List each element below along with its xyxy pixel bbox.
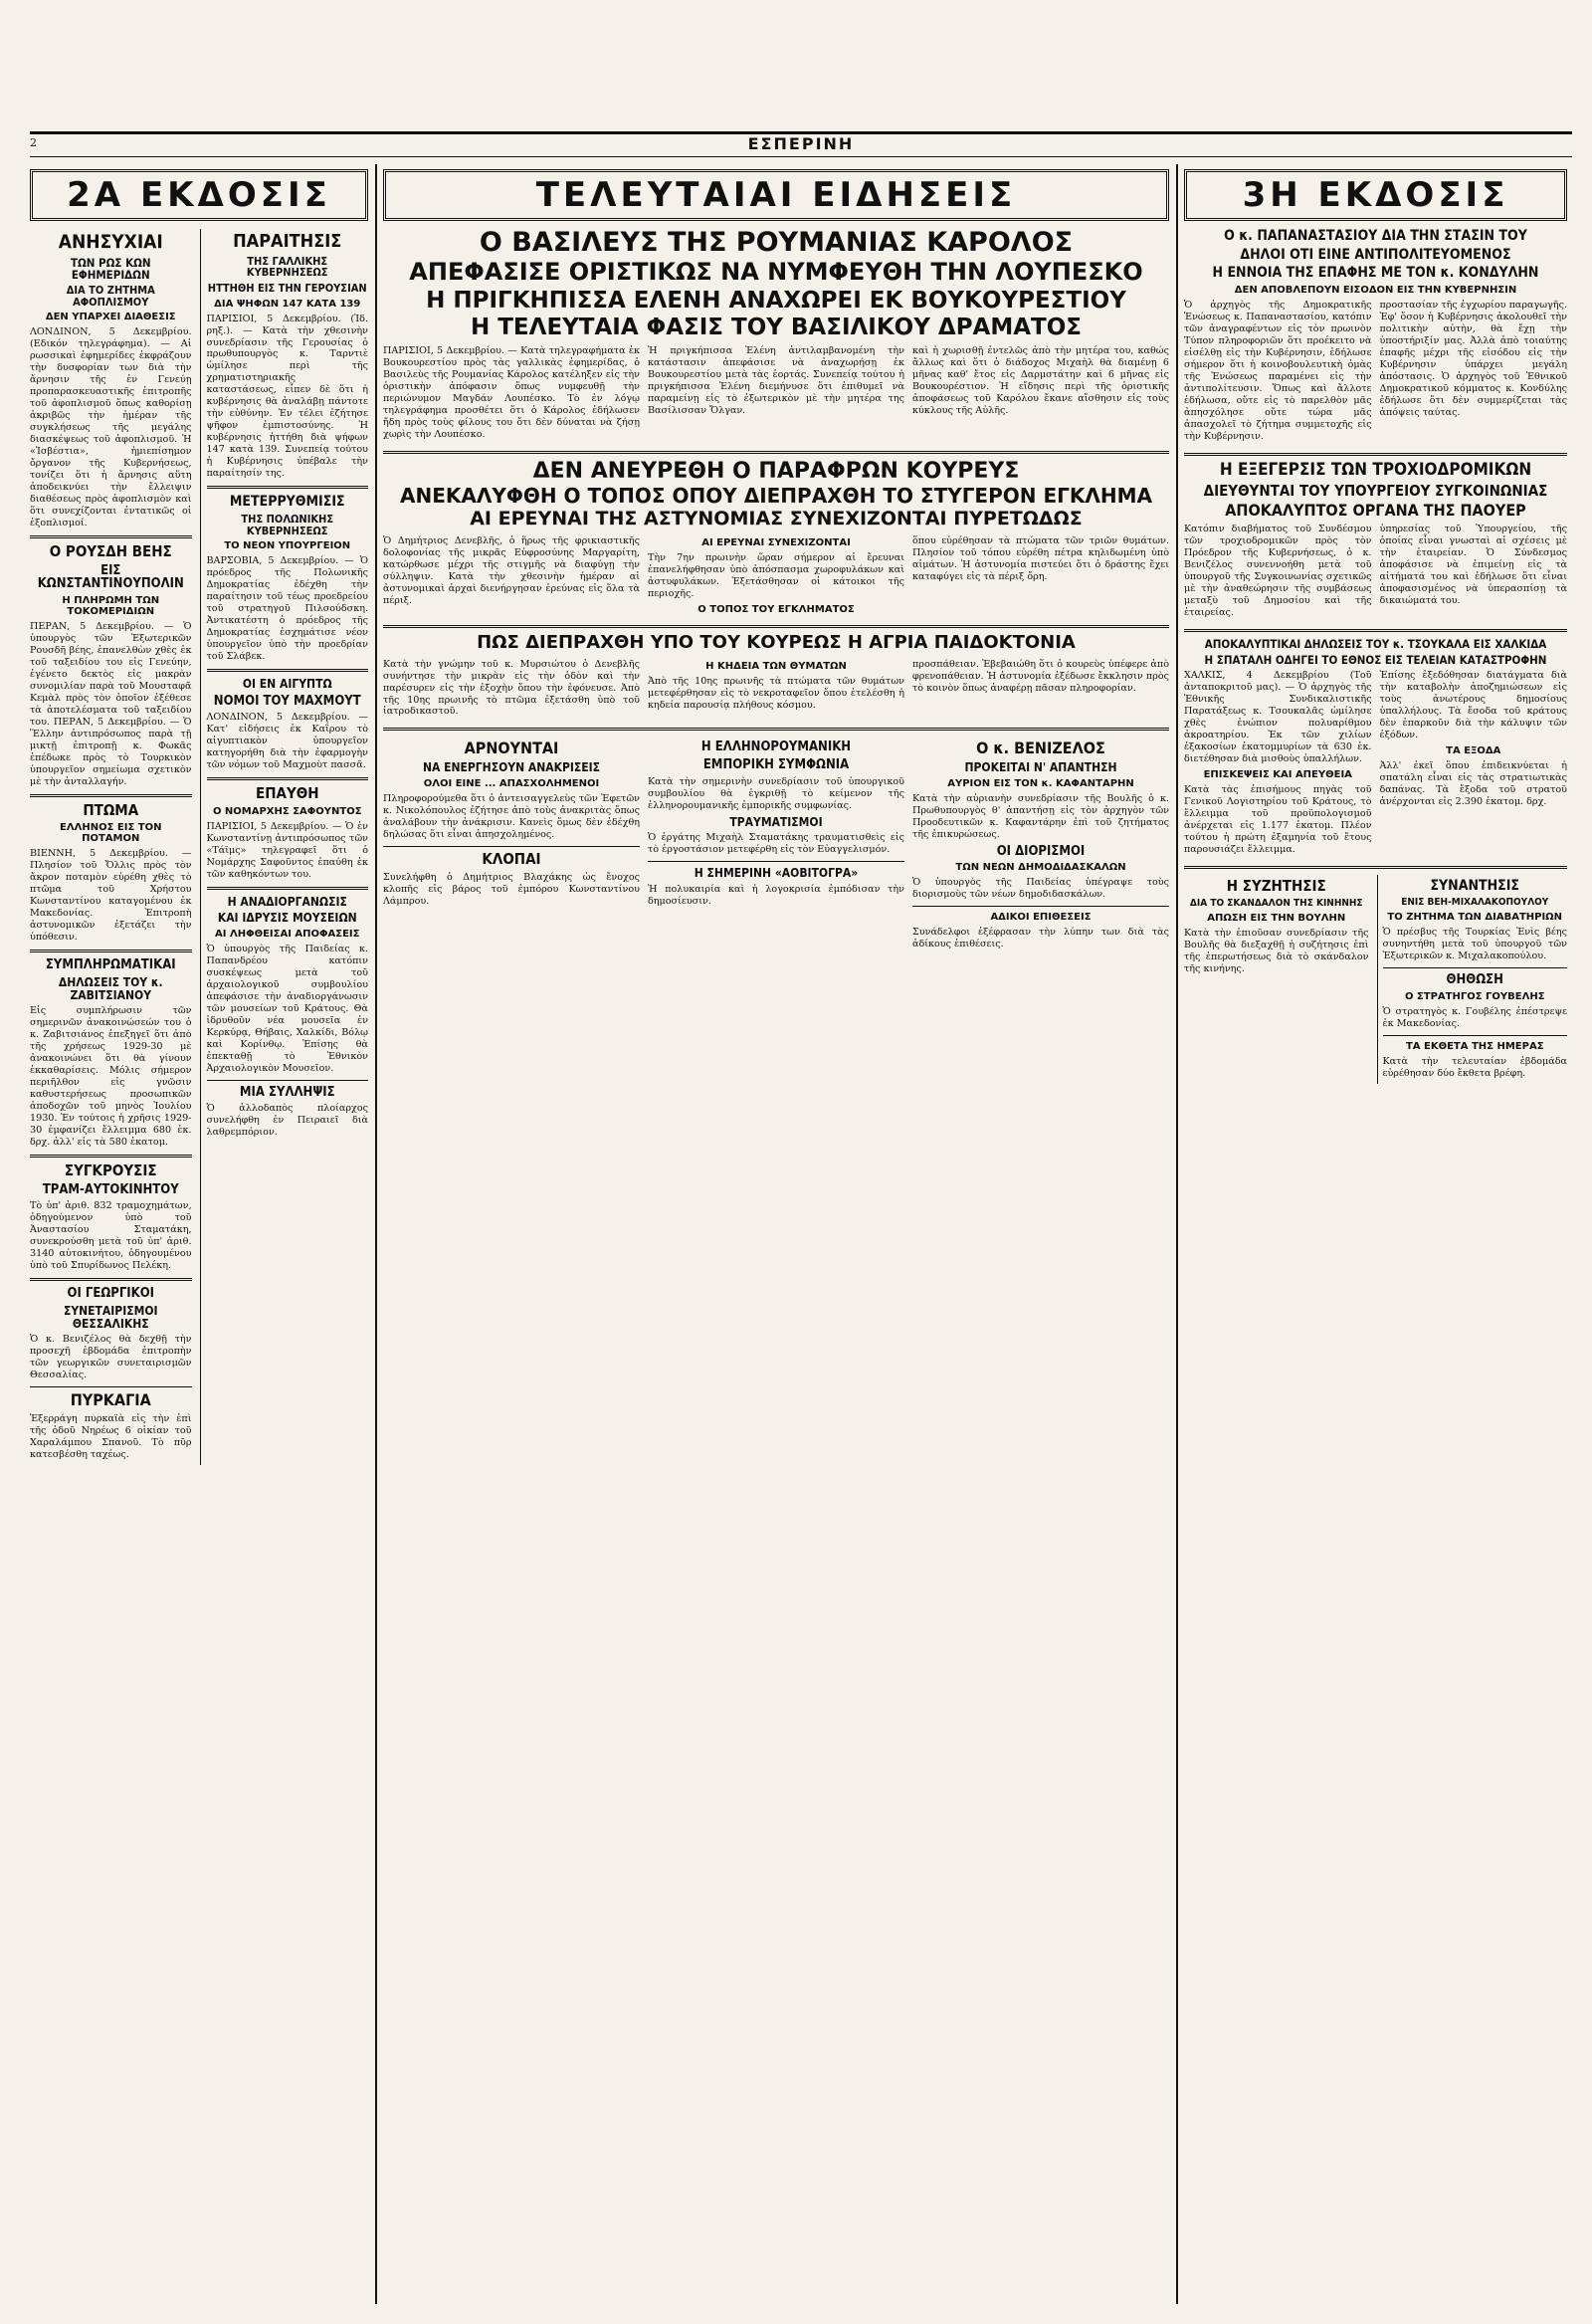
article-headline: ΟΙ ΓΕΩΡΓΙΚΟΙ	[67, 1286, 154, 1302]
article-body: ΧΑΛΚΙΣ, 4 Δεκεμβρίου (Τοῦ ἀνταποκριτοῦ μας). — Ὁ ἀρχηγὸς τῆς Ἐθνικῆς Συνδικαλιστικῆς Παρατάξεως κ. Τσουκαλᾶς ὡμίλησε χθὲς ἐνώπιον πολυαρίθμου ἀκροατηρίου. Ἐκ τῶν χιλίων ἑξακοσίων ἐκατομμυρίων τὰ 630 ἑκ. διετέθησαν διὰ μισθοὺς ὑπαλλήλων.	[1184, 670, 1372, 765]
article-headline: ΣΥΜΠΛΗΡΩΜΑΤΙΚΑΙ	[45, 957, 176, 973]
article-body: Ὁ ἐργάτης Μιχαὴλ Σταματάκης τραυματισθεὶς εἰς τὸ ἐργοστάσιον μετεφέρθη εἰς τὸν Εὐαγγελισμόν.	[648, 832, 904, 856]
article-subhead: ΕΠΙΣΚΕΨΕΙΣ ΚΑΙ ΑΠΕΥΘΕΙΑ	[1203, 769, 1352, 781]
divider	[383, 451, 1169, 454]
column-rule	[375, 164, 377, 2304]
article-headline: ΤΡΑΜ-ΑΥΤΟΚΙΝΗΤΟΥ	[42, 1181, 179, 1197]
article-subhead: ΕΛΛΗΝΟΣ ΕΙΣ ΤΟΝ ΠΟΤΑΜΟΝ	[60, 822, 162, 845]
divider	[1184, 629, 1567, 632]
barber-article-columns	[383, 659, 1169, 723]
article-subhead: ΑΔΙΚΟΙ ΕΠΙΘΕΣΕΙΣ	[990, 912, 1092, 924]
divider	[207, 1080, 369, 1081]
masthead	[30, 131, 1572, 157]
divider	[1184, 866, 1567, 869]
article-headline: ΑΠΟΚΑΛΥΠΤΟΣ ΟΡΓΑΝΑ ΤΗΣ ΠΑΟΥΕΡ	[1225, 501, 1526, 521]
article-headline: ΤΗΣ ΓΑΛΛΙΚΗΣ ΚΥΒΕΡΝΗΣΕΩΣ	[246, 254, 328, 280]
barber-headline: ΠΩΣ ΔΙΕΠΡΑΧΘΗ ΥΠΟ ΤΟΥ ΚΟΥΡΕΩΣ Η ΑΓΡΙΑ ΠΑΙΔΟΚΤΟΝΙΑ	[477, 631, 1076, 653]
article-headline: ΜΙΑ ΣΥΛΛΗΨΙΣ	[239, 1084, 335, 1100]
article-headline: ΔΙΑ ΤΟ ΣΚΑΝΔΑΛΟΝ ΤΗΣ ΚΙΝΗΝΗΣ	[1189, 897, 1363, 909]
article-columns	[1184, 875, 1567, 1084]
article-subhead: Ο ΤΟΠΟΣ ΤΟΥ ΕΓΚΛΗΜΑΤΟΣ	[697, 603, 855, 615]
last-news-banner: ΤΕΛΕΥΤΑΙΑΙ ΕΙΔΗΣΕΙΣ	[383, 169, 1169, 221]
column-rule	[1176, 164, 1178, 2304]
article-subhead: ΤΑ ΕΚΘΕΤΑ ΤΗΣ ΗΜΕΡΑΣ	[1405, 1040, 1544, 1052]
article-body: ὑπηρεσίας τοῦ Ὑπουργείου, τῆς ὁποίας εἶναι γνωσταὶ αἱ σχέσεις μὲ τὴν ἑταιρείαν. Ὁ Σύνδεσμος ἀποφάσισε νὰ ἐπιμείνῃ εἰς τὰ αἰτήματά του καὶ ἐδήλωσε ὅτι εἶναι ἀποφασισμένος νὰ ὑπερασπίσῃ τὰ δικαιώματά του.	[1379, 524, 1567, 607]
divider	[207, 887, 369, 890]
divider	[383, 625, 1169, 628]
article-body: Κατὰ τὰς ἐπισήμους πηγὰς τοῦ Γενικοῦ Λογιστηρίου τοῦ Κράτους, τὸ ἔλλειμμα τοῦ προϋπολογισμοῦ ἀνέρχεται εἰς 1.177 ἑκατομ. Πλέον τούτου ἡ πρώτη ἐξαμηνία τοῦ ἔτους παρουσιάζει ἔλλειμμα.	[1184, 784, 1372, 856]
article-body: Ἀπὸ τῆς 10ης πρωινῆς τὰ πτώματα τῶν θυμάτων μετεφέρθησαν εἰς τὸ νεκροταφεῖον ὅπου ἐτελέσθη ἡ κηδεία παρουσίᾳ πλήθους κόσμου.	[648, 675, 904, 711]
divider	[1184, 453, 1567, 456]
divider	[1383, 1035, 1568, 1036]
article-body: ΠΑΡΙΣΙΟΙ, 5 Δεκεμβρίου. — Ὁ ἐν Κωνσταντίνῃ ἀντιπρόσωπος τῶν «Τάϊμς» τηλεγραφεῖ ὅτι ὁ Νομάρχης Σαφοῦντος ἐπαύθη ἐκ τῶν καθηκόντων του.	[206, 820, 368, 880]
article-subhead: ΑΙ ΕΡΕΥΝΑΙ ΣΥΝΕΧΙΖΟΝΤΑΙ	[701, 536, 851, 548]
article-headline: ΕΝΙΣ ΒΕΗ-ΜΙΧΑΛΑΚΟΠΟΥΛΟΥ	[1401, 896, 1549, 908]
main-headline: Η ΤΕΛΕΥΤΑΙΑ ΦΑΣΙΣ ΤΟΥ ΒΑΣΙΛΙΚΟΥ ΔΡΑΜΑΤΟΣ	[470, 314, 1082, 340]
article-headline: Η ΑΝΑΔΙΟΡΓΑΝΩΣΙΣ	[227, 894, 347, 909]
article-subhead: Η ΚΗΔΕΙΑ ΤΩΝ ΘΥΜΑΤΩΝ	[705, 660, 847, 672]
divider	[207, 486, 369, 489]
crime-article-columns	[383, 535, 1169, 619]
article-headline: ΠΡΟΚΕΙΤΑΙ Ν' ΑΠΑΝΤΗΣΗ	[964, 760, 1117, 775]
center-section	[383, 169, 1169, 2304]
article-headline: Ο κ. ΠΑΠΑΝΑΣΤΑΣΙΟΥ ΔΙΑ ΤΗΝ ΣΤΑΣΙΝ ΤΟΥ	[1224, 228, 1527, 244]
article-columns	[1184, 524, 1567, 623]
article-headline: ΕΠΑΥΘΗ	[256, 784, 319, 803]
article-headline: Ο ΡΟΥΣΔΗ ΒΕΗΣ	[49, 541, 172, 560]
divider	[30, 535, 192, 538]
article-subhead: ΑΠΩΣΗ ΕΙΣ ΤΗΝ ΒΟΥΛΗΝ	[1207, 913, 1346, 925]
article-body: ΛΟΝΔΙΝΟΝ, 5 Δεκεμβρίου. — Κατ' εἰδήσεις ἐκ Καΐρου τὸ αἰγυπτιακὸν ὑπουργεῖον κατηγορήθη διὰ τὴν ἐφαρμογὴν τῶν νόμων τοῦ Μαχμοὺτ πασσᾶ.	[206, 712, 368, 771]
article-headline: ΑΡΝΟΥΝΤΑΙ	[464, 739, 559, 758]
left-column-1	[30, 229, 192, 1465]
article-headline: ΠΑΡΑΙΤΗΣΙΣ	[233, 231, 342, 252]
main-headline: Ο ΒΑΣΙΛΕΥΣ ΤΗΣ ΡΟΥΜΑΝΙΑΣ ΚΑΡΟΛΟΣ	[479, 227, 1074, 258]
article-headline: ΚΛΟΠΑΙ	[482, 849, 541, 868]
article-subhead: ΤΟ ΖΗΤΗΜΑ ΤΩΝ ΔΙΑΒΑΤΗΡΙΩΝ	[1387, 912, 1563, 924]
article-body: προσπάθειαν. Ἐβεβαιώθη ὅτι ὁ κουρεὺς ὑπέφερε ἀπὸ φρενοπάθειαν. Ἡ ἀστυνομία ἐξέδωσε ἔκκλησιν πρὸς τὸ κοινὸν ὅπως ἀναφέρῃ πᾶσαν πληροφορίαν.	[912, 658, 1169, 694]
article-headline: ΟΙ ΔΙΟΡΙΣΜΟΙ	[996, 843, 1086, 859]
article-body: Τὸ ὑπ' ἀριθ. 832 τραμοχημάτων, ὁδηγούμενον ὑπὸ τοῦ Ἀναστασίου Σταματάκη, συνεκρούσθη μετὰ τοῦ ὑπ' ἀριθ. 3140 αὐτοκινήτου, ὁδηγουμένου ὑπὸ τοῦ Σπυρίδωνος Πελέκη.	[30, 1200, 192, 1272]
divider	[30, 950, 192, 952]
crime-headline: ΑΝΕΚΑΛΥΦΘΗ Ο ΤΟΠΟΣ ΟΠΟΥ ΔΙΕΠΡΑΧΘΗ ΤΟ ΣΤΥΓΕΡΟΝ ΕΓΚΛΗΜΑ	[400, 483, 1152, 508]
page-number: 2	[30, 136, 37, 149]
article-subhead: ΔΙΑ ΨΗΦΩΝ 147 ΚΑΤΑ 139	[214, 298, 361, 310]
article-body: ΒΑΡΣΟΒΙΑ, 5 Δεκεμβρίου. — Ὁ πρόεδρος τῆς Πολωνικῆς Δημοκρατίας ἐδέχθη τὴν παραίτησιν τοῦ τέως προεδρείου τοῦ στρατηγοῦ Πιλσούδσκη. Ἀντικατέστη ὁ πρόεδρος τῆς Δημοκρατίας ἐσχημάτισε νέον ὑπουργεῖον ὑπὸ τὴν προεδρίαν τοῦ Σλάβεκ.	[206, 555, 368, 662]
main-headline: ΑΠΕΦΑΣΙΣΕ ΟΡΙΣΤΙΚΩΣ ΝΑ ΝΥΜΦΕΥΘΗ ΤΗΝ ΛΟΥΠΕΣΚΟ	[409, 258, 1143, 287]
article-headline: Η ΣΥΖΗΤΗΣΙΣ	[1226, 877, 1326, 896]
article-body: Ἡ πολυκαιρία καὶ ἡ λογοκρισία ἐμπόδισαν τὴν δημοσίευσιν.	[648, 883, 904, 907]
article-body: Ἡ πριγκήπισσα Ἑλένη ἀντιλαμβανομένη τὴν κατάστασιν ἀπεφάσισε νὰ ἀναχωρήσῃ ἐκ Βουκουρεστίου μετὰ τὰς ἑορτάς. Συνεπείᾳ τούτου ἡ πριγκήπισσα Ἑλένη διεμήνυσε ὅτι ἐπιθυμεῖ νὰ παραμείνῃ εἰς τὸ ἐξωτερικὸν μὲ τὴν μητέρα της Βασίλισσαν Ὄλγαν.	[648, 344, 904, 416]
article-headline: ΚΑΙ ΙΔΡΥΣΙΣ ΜΟΥΣΕΙΩΝ	[217, 911, 357, 926]
article-body: Κατὰ τὴν ἐπιοῦσαν συνεδρίασιν τῆς Βουλῆς θὰ διεξαχθῇ ἡ συζήτησις ἐπὶ τῆς ἐπερωτήσεως διὰ τὸ σκάνδαλον τῆς κινήνης.	[1184, 928, 1369, 975]
article-body: προστασίαν τῆς ἐγχωρίου παραγωγῆς. Ἐφ' ὅσον ἡ Κυβέρνησις ἀκολουθεῖ τὴν πολιτικὴν αὐτὴν, θὰ ἔχῃ τὴν ὑποστήριξίν μας. Ἀλλὰ ἀπὸ τοιαύτης ἐπαφῆς μέχρι τῆς εἰσόδου εἰς τὴν Κυβέρνησιν ὑπάρχει μεγάλη ἀπόστασις. Ὁ ἀρχηγὸς τοῦ Ἐθνικοῦ Δημοκρατικοῦ κόμματος κ. Κονδύλης ἐδήλωσε ὅτι δὲν συμμερίζεται τὰς ἀπόψεις ταύτας.	[1379, 300, 1567, 418]
article-headline: ΕΜΠΟΡΙΚΗ ΣΥΜΦΩΝΙΑ	[702, 757, 850, 773]
article-subhead: ΔΕΝ ΥΠΑΡΧΕΙ ΔΙΑΘΕΣΙΣ	[45, 312, 176, 323]
divider	[648, 861, 904, 862]
edition-banner-3: 3Η ΕΚΔΟΣΙΣ	[1184, 169, 1567, 221]
divider	[30, 1278, 192, 1281]
article-subhead: ΤΑ ΕΞΟΔΑ	[1446, 745, 1501, 757]
article-body: Κατὰ τὴν τελευταίαν ἑβδομάδα εὑρέθησαν δύο ἔκθετα βρέφη.	[1382, 1055, 1567, 1079]
article-body: ΠΑΡΙΣΙΟΙ, 5 Δεκεμβρίου. — Κατὰ τηλεγραφήματα ἐκ Βουκουρεστίου πρὸς τὰς γαλλικὰς ἐφημερίδας, ὁ Βασιλεὺς τῆς Ρουμανίας Κάρολος κατέληξεν εἰς τὴν ὁριστικὴν ἀπόφασιν ὅπως νυμφευθῇ τὴν περιώνυμον Μαγδάν Λουπέσκο. Τὸ ἐν λόγῳ τηλεγράφημα προσθέτει ὅτι ὁ Κάρολος ἐδήλωσεν ἤδη πρὸς τοὺς φίλους του ὅτι δὲν δύναται νὰ ζήσῃ χωρὶς τὴν Λουπέσκο.	[383, 344, 640, 440]
divider	[912, 906, 1169, 907]
article-headline: Η ΣΗΜΕΡΙΝΗ «ΑΟΒΙΤΟΓΡΑ»	[694, 866, 859, 881]
article-subhead: ΤΟ ΝΕΟΝ ΥΠΟΥΡΓΕΙΟΝ	[224, 540, 351, 552]
left-section	[30, 169, 368, 2304]
article-body: καὶ ἡ χωρισθῇ ἐντελῶς ἀπὸ τὴν μητέρα του, καθώς ἄλλως καὶ ὅτι ὁ διάδοχος Μιχαὴλ θὰ διαμένῃ 6 μῆνας καθ' ἔτος εἰς Δαρμστάτην καὶ 6 μῆνας εἰς Βουκουρέστιον. Ἡ εἴδησις περὶ τῆς ὁριστικῆς ἀποφάσεως τοῦ Καρόλου ἔκανε αἴσθησιν εἰς τοὺς κύκλους τῆς Αὐλῆς.	[912, 344, 1169, 416]
article-subhead: ΑΙ ΛΗΦΘΕΙΣΑΙ ΑΠΟΦΑΣΕΙΣ	[215, 928, 360, 940]
article-body: Κατὰ τὴν αὐριανὴν συνεδρίασιν τῆς Βουλῆς ὁ κ. Πρωθυπουργὸς θ' ἀπαντήσῃ εἰς τὸν ἀρχηγὸν τῶν Προοδευτικῶν κ. Καφαντάρην ἐπὶ τοῦ ζητήματος τῆς ἐπικυρώσεως.	[912, 792, 1169, 840]
edition-banner-2: 2Α ΕΚΔΟΣΙΣ	[30, 169, 368, 221]
article-body: ΛΟΝΔΙΝΟΝ, 5 Δεκεμβρίου. (Εδικόν τηλεγράφημα). — Αἱ ρωσσικαὶ ἐφημερίδες ἐκφράζουν τὴν δυσφορίαν των διὰ τὴν ἄρνησιν τῆς ἐν Γενεύῃ προπαρασκευαστικῆς ἐπιτροπῆς τοῦ ἀφοπλισμοῦ ὅπως καθορίσῃ ἀκριβῶς τὴν ἡμέραν τῆς συγκλήσεως τῆς μεγάλης διασκέψεως τοῦ ἀφοπλισμοῦ. Ἡ «Ἰσβέστια», ἡμιεπίσημον ὄργανον τῆς Κυβερνήσεως, τονίζει ὅτι ἡ ἄρνησις αὕτη ἀποδεικνύει τὴν ἔλλειψιν διαθέσεως πρὸς ἀφοπλισμὸν καὶ ὅτι συνεχίζονται ἐντατικῶς οἱ ἐξοπλισμοί.	[30, 326, 192, 528]
article-body: Ὁ κ. Βενιζέλος θὰ δεχθῇ τὴν προσεχῆ ἐβδομάδα ἐπιτροπὴν τῶν γεωργικῶν συνεταιρισμῶν Θεσσαλίας.	[30, 1334, 192, 1381]
article-columns	[1184, 300, 1567, 447]
article-headline: ΝΑ ΕΝΕΡΓΗΣΟΥΝ ΑΝΑΚΡΙΣΕΙΣ	[422, 760, 601, 775]
article-headline: ΑΝΗΣΥΧΙΑΙ	[58, 231, 163, 253]
article-headline: ΠΥΡΚΑΓΙΑ	[70, 1390, 151, 1410]
left-column-2	[200, 229, 369, 1465]
article-body: Εἰς συμπλήρωσιν τῶν σημερινῶν ἀνακοινώσεών του ὁ κ. Ζαβιτσιάνος ἐπεξηγεῖ ὅτι ἀπὸ τῆς χρήσεως 1929-30 μὲ ἀνακοινώνει ὅτι θὰ γίνουν ἐκκαθαρίσεις. Μόλις σήμερον περιῆλθον εἰς γνῶσιν καθυστερήσεως προσωπικῶν ἀποδοχῶν τοῦ μηνὸς Ἰουλίου 1930. Ἐν τούτοις ἡ χρῆσις 1929-30 ἐμφανίζει ἔλλειμμα 680 ἑκ. δρχ. ἀλλ' εἰς τὰ 580 ἐκατομ.	[30, 1005, 192, 1148]
article-body: Ὁ ὑπουργὸς τῆς Παιδείας κ. Παπανδρέου κατόπιν συσκέψεως μετὰ τοῦ ἀρχαιολογικοῦ συμβουλίου ἀπεφάσισε τὴν ἀναδιοργάνωσιν τῶν μουσείων τοῦ Κράτους. Θὰ ἱδρυθοῦν νέα μουσεῖα ἐν Κερκύρᾳ, Θήβαις, Χαλκίδι, Βόλῳ καὶ Κορίνθῳ. Ἐπίσης θὰ ἐπεκταθῇ τὸ Ἐθνικὸν Ἀρχαιολογικὸν Μουσεῖον.	[206, 943, 368, 1074]
divider	[30, 794, 192, 797]
article-body: Ὁ στρατηγὸς κ. Γουβέλης ἐπέστρεψε ἐκ Μακεδονίας.	[1382, 1005, 1567, 1029]
article-subhead: ΤΩΝ ΝΕΩΝ ΔΗΜΟΔΙΔΑΣΚΑΛΩΝ	[955, 862, 1126, 874]
article-body: Ἐξερράγη πυρκαϊὰ εἰς τὴν ἐπὶ τῆς ὁδοῦ Νηρέως 6 οἰκίαν τοῦ Χαραλάμπου Σπανοῦ. Τὸ πῦρ κατεσβέσθη ταχέως.	[30, 1412, 192, 1460]
article-subhead: Η ΠΛΗΡΩΜΗ ΤΩΝ ΤΟΚΟΜΕΡΙΔΙΩΝ	[62, 594, 160, 617]
article-body: Ὁ ὑπουργὸς τῆς Παιδείας ὑπέγραψε τοὺς διορισμοὺς τῶν νέων δημοδιδασκάλων.	[912, 877, 1169, 901]
article-headline: ΟΙ ΕΝ ΑΙΓΥΠΤΩ	[242, 676, 332, 691]
article-body: Κατόπιν διαβήματος τοῦ Συνδέσμου τῶν τροχιοδρομικῶν πρὸς τὸν Πρόεδρον τῆς Κυβερνήσεως, ὁ κ. Βενιζέλος συνεννοήθη μετὰ τοῦ ὑπουργοῦ τῆς Συγκοινωνίας σχετικῶς μὲ τὴν ἀναθεώρησιν τῆς συμβάσεως μεταξὺ τοῦ Δημοσίου καὶ τῆς ἑταιρείας.	[1184, 524, 1372, 619]
article-body: ΠΑΡΙΣΙΟΙ, 5 Δεκεμβρίου. (Ἰδ. ρηξ.). — Κατὰ τὴν χθεσινὴν συνεδρίασιν τῆς Γερουσίας ὁ πρωθυπουργὸς κ. Ταρντιὲ ὡμίλησε περὶ τῆς χρηματιστηριακῆς καταστάσεως, εἶπεν δὲ ὅτι ἡ κυβέρνησις θὰ ἀναλάβῃ πάντοτε τὴν εὐθύνην. Ἐν τέλει ἐζήτησε ψῆφον ἐμπιστοσύνης. Ἡ κυβέρνησις ἡττήθη διὰ ψήφων 147 κατὰ 139. Συνεπείᾳ τούτου ἡ Κυβέρνησις ὑπέβαλε τὴν παραίτησίν της.	[206, 313, 368, 480]
article-headline: ΘΗΘΩΣΗ	[1446, 972, 1503, 988]
article-subhead: ΑΥΡΙΟΝ ΕΙΣ ΤΟΝ κ. ΚΑΦΑΝΤΑΡΗΝ	[947, 777, 1134, 789]
article-body: ὅπου εὑρέθησαν τὰ πτώματα τῶν τριῶν θυμάτων. Πλησίον τοῦ τόπου εὑρέθη πέτρα κηλιδωμένη ὑπὸ αἱμάτων. Ἡ ἀστυνομία πιστεύει ὅτι ὁ δράστης ἔχει καταφύγει εἰς τὰ πέριξ ὄρη.	[912, 534, 1169, 582]
divider	[1383, 967, 1568, 968]
article-headline: ΔΗΛΩΣΕΙΣ ΤΟΥ κ. ΖΑΒΙΤΣΙΑΝΟΥ	[58, 974, 163, 1002]
article-headline: ΤΡΑΥΜΑΤΙΣΜΟΙ	[729, 814, 823, 829]
main-article-columns	[383, 345, 1169, 445]
article-body: Ἐπίσης ἐξεδόθησαν διατάγματα διὰ τὴν καταβολὴν ἀποζημιώσεων εἰς τοὺς ἀνωτέρους δημοσίους ὑπαλλήλους. Τὰ ἔσοδα τοῦ κράτους δὲν ἐπαρκοῦν διὰ τὴν κάλυψιν τῶν ἐξόδων.	[1379, 670, 1567, 741]
article-headline: ΣΥΓΚΡΟΥΣΙΣ	[64, 1161, 157, 1179]
newspaper-title: ΕΣΠΕΡΙΝΗ	[738, 134, 865, 153]
article-body: Πληροφορούμεθα ὅτι ὁ ἀντεισαγγελεὺς τῶν Ἐφετῶν κ. Νικολόπουλος ἐζήτησε ἀπὸ τοὺς ἀνακριτὰς ὅπως ἀναλάβουν τὴν ἀνάκρισιν. Κανεὶς ὅμως δὲν ἐδέχθη δηλώσας ὅτι εἶναι ἀπησχολημένος.	[383, 792, 640, 840]
article-subhead: Ο ΝΟΜΑΡΧΗΣ ΣΑΦΟΥΝΤΟΣ	[212, 805, 362, 817]
article-body: Ὁ ἀρχηγὸς τῆς Δημοκρατικῆς Ἑνώσεως κ. Παπαναστασίου, κατόπιν τῶν ἀναγραφέντων εἰς τὸν πρωινὸν Τύπον πληροφοριῶν ὅτι προέκειτο νὰ εἰσέλθῃ εἰς τὴν Κυβέρνησιν, ἐδήλωσε σήμερον ὅτι ἡ κοινοβουλευτικὴ ὁμὰς τῆς Ἑνώσεως παραμένει εἰς τὴν ἀντιπολίτευσιν. Ὅπως καὶ ἄλλοτε ἐδήλωσα, οὔτε εἰς τὸ παρελθὸν μᾶς ἀπησχόλησε οὔτε τώρα μᾶς ἀπασχολεῖ τὸ ζήτημα συμμετοχῆς εἰς τὴν Κυβέρνησιν.	[1184, 300, 1372, 442]
article-headline: ΣΥΝΕΤΑΙΡΙΣΜΟΙ ΘΕΣΣΑΛΙΚΗΣ	[63, 1303, 158, 1331]
article-headline: ΣΥΝΑΝΤΗΣΙΣ	[1430, 878, 1520, 895]
divider	[207, 669, 369, 672]
article-headline: ΔΗΛΟΙ ΟΤΙ ΕΙΝΕ ΑΝΤΙΠΟΛΙΤΕΥΟΜΕΝΟΣ	[1240, 246, 1511, 263]
article-headline: ΗΤΤΗΘΗ ΕΙΣ ΤΗΝ ΓΕΡΟΥΣΙΑΝ	[207, 281, 367, 295]
article-subhead: Ο ΣΤΡΑΤΗΓΟΣ ΓΟΥΒΕΛΗΣ	[1404, 990, 1545, 1002]
article-body: Κατὰ τὴν γνώμην τοῦ κ. Μυρσιώτου ὁ Δενεβλῆς συνήντησε τὴν μικρὰν εἰς τὴν ὁδὸν καὶ τὴν παρέσυρεν εἰς τὴν ἐξοχὴν ὅπου τὴν ἐφόνευσε. Ἀπὸ τῆς 10ης πρωινῆς τὸ πτῶμα ἐξετάσθη ὑπὸ τοῦ ἰατροδικαστοῦ.	[383, 658, 640, 718]
article-subhead: ΟΛΟΙ ΕΙΝΕ ... ΑΠΑΣΧΟΛΗΜΕΝΟΙ	[423, 777, 600, 789]
article-body: ΠΕΡΑΝ, 5 Δεκεμβρίου. — Ὁ ὑπουργὸς τῶν Ἐξωτερικῶν Ρουσδῆ βέης, ἐπανελθὼν χθὲς ἐκ τοῦ ταξειδίου του εἰς Γενεύην, ἐγένετο δεκτὸς εἰς μακρὰν συνομιλίαν παρὰ τοῦ Μουσταφᾶ Κεμὰλ πρὸς τὸν ὁποῖον ἐξέθεσε τὰ ἀποτελέσματα τοῦ ταξειδίου του. ΠΕΡΑΝ, 5 Δεκεμβρίου. — Ὁ Ἕλλην ἀντιπρόσωπος παρὰ τῇ μικτῇ ἐπιτροπῇ κ. Φωκᾶς ἐπέδωκε πρὸς τὸ Τουρκικὸν ὑπουργεῖον σημείωμα σχετικὸν μὲ τὴν ἀνταλλαγήν.	[30, 620, 192, 787]
article-headline: ΔΙΑ ΤΟ ΖΗΤΗΜΑ ΑΦΟΠΛΙΣΜΟΥ	[66, 284, 155, 309]
article-body: ΒΙΕΝΝΗ, 5 Δεκεμβρίου. — Πλησίον τοῦ Ὄλλις πρὸς τὸν ἄκρον ποταμὸν εὑρέθη χθὲς τὸ πτῶμα τοῦ Χρήστου Κωνσταντίνου καταγομένου ἐκ Μακεδονίας. Ἐπιτροπὴ ἀστυνομικῶν ἐξετάζει τὴν ὑπόθεσιν.	[30, 848, 192, 944]
article-headline: Η ΕΞΕΓΕΡΣΙΣ ΤΩΝ ΤΡΟΧΙΟΔΡΟΜΙΚΩΝ	[1219, 459, 1532, 480]
divider	[383, 728, 1169, 731]
article-headline: ΝΟΜΟΙ ΤΟΥ ΜΑΧΜΟΥΤ	[213, 693, 361, 709]
article-body: Συνελήφθη ὁ Δημήτριος Βλαχάκης ὡς ἔνοχος κλοπῆς εἰς βάρος τοῦ ἐμπόρου Κωνσταντίνου Λάμπρου.	[383, 871, 640, 907]
article-headline: Η ΕΛΛΗΝΟΡΟΥΜΑΝΙΚΗ	[700, 739, 852, 755]
article-headline: ΤΗΣ ΠΟΛΩΝΙΚΗΣ ΚΥΒΕΡΝΗΣΕΩΣ	[241, 513, 334, 537]
article-body: Τὴν 7ην πρωινὴν ὥραν σήμερον αἱ ἔρευναι ἐπανελήφθησαν ὑπὸ ἀπόσπασμα χωροφυλάκων καὶ ἀστυφυλάκων. Ἐξετάσθησαν οἱ κάτοικοι τῆς περιοχῆς.	[648, 551, 904, 599]
divider	[383, 846, 640, 847]
divider	[207, 777, 369, 780]
article-headline: Η ΣΠΑΤΑΛΗ ΟΔΗΓΕΙ ΤΟ ΕΘΝΟΣ ΕΙΣ ΤΕΛΕΙΑΝ ΚΑΤΑΣΤΡΟΦΗΝ	[1204, 653, 1547, 668]
main-headline: Η ΠΡΙΓΚΗΠΙΣΣΑ ΕΛΕΝΗ ΑΝΑΧΩΡΕΙ ΕΚ ΒΟΥΚΟΥΡΕΣΤΙΟΥ	[426, 287, 1126, 314]
crime-headline: ΑΙ ΕΡΕΥΝΑΙ ΤΗΣ ΑΣΤΥΝΟΜΙΑΣ ΣΥΝΕΧΙΖΟΝΤΑΙ ΠΥΡΕΤΩΔΩΣ	[470, 507, 1083, 529]
article-headline: ΔΙΕΥΘΥΝΤΑΙ ΤΟΥ ΥΠΟΥΡΓΕΙΟΥ ΣΥΓΚΟΙΝΩΝΙΑΣ	[1203, 481, 1548, 500]
right-section	[1184, 169, 1567, 2304]
article-body: Ὁ ἀλλοδαπὸς πλοίαρχος συνελήφθη ἐν Πειραιεῖ διὰ λαθρεμπόριον.	[206, 1103, 368, 1139]
article-headline: ΑΠΟΚΑΛΥΠΤΙΚΑΙ ΔΗΛΩΣΕΙΣ ΤΟΥ κ. ΤΣΟΥΚΑΛΑ ΕΙΣ ΧΑΛΚΙΔΑ	[1204, 637, 1547, 652]
divider	[30, 1386, 192, 1387]
bottom-center-columns	[383, 737, 1169, 954]
article-headline: Η ΕΝΝΟΙΑ ΤΗΣ ΕΠΑΦΗΣ ΜΕ ΤΟΝ κ. ΚΟΝΔΥΛΗΝ	[1212, 265, 1539, 282]
article-headline: ΠΤΩΜΑ	[83, 800, 139, 819]
article-body: Ὁ Δημήτριος Δενεβλῆς, ὁ ἥρως τῆς φρικιαστικῆς δολοφονίας τῆς μικρᾶς Εὐφροσύνης Μαργαρίτη, κατώρθωσε μέχρι τῆς στιγμῆς νὰ διαφύγῃ τὴν σύλληψιν. Κατὰ τὴν χθεσινὴν ἡμέραν αἱ ἀστυνομικαὶ ἀρχαὶ διενήργησαν ἐρεύνας εἰς ὅλα τὰ πέριξ.	[383, 534, 640, 606]
article-body: Ἀλλ' ἐκεῖ ὅπου ἐπιδεικνύεται ἡ σπατάλη εἶναι εἰς τὰς στρατιωτικὰς δαπάνας. Τὰ ἔξοδα τοῦ στρατοῦ ἀνέρχονται εἰς 2.390 ἑκατομ. δρχ.	[1379, 760, 1567, 808]
article-headline: Ο κ. ΒΕΝΙΖΕΛΟΣ	[976, 739, 1105, 758]
article-headline: ΜΕΤΕΡΡΥΘΜΙΣΙΣ	[229, 494, 345, 511]
article-headline: ΕΙΣ ΚΩΝΣΤΑΝΤΙΝΟΥΠΟΛΙΝ	[37, 562, 184, 592]
article-headline: ΤΩΝ ΡΩΣ ΚΩΝ ΕΦΗΜΕΡΙΔΩΝ	[70, 255, 151, 282]
divider	[30, 1155, 192, 1158]
article-body: Κατὰ τὴν σημερινὴν συνεδρίασιν τοῦ ὑπουργικοῦ συμβουλίου θὰ ἐγκριθῇ τὸ κείμενον τῆς ἑλληνορουμανικῆς ἐμπορικῆς συμφωνίας.	[648, 775, 904, 811]
article-body: Συνάδελφοι ἐξέφρασαν τὴν λύπην των διὰ τὰς ἀδίκους ἐπιθέσεις.	[912, 927, 1169, 951]
article-body: Ὁ πρέσβυς τῆς Τουρκίας Ἐνὶς βέης συνηντήθη μετὰ τοῦ ὑπουργοῦ τῶν Ἐξωτερικῶν κ. Μιχαλακοπούλου.	[1382, 927, 1567, 962]
crime-headline: ΔΕΝ ΑΝΕΥΡΕΘΗ Ο ΠΑΡΑΦΡΩΝ ΚΟΥΡΕΥΣ	[532, 458, 1020, 484]
article-subhead: ΔΕΝ ΑΠΟΒΛΕΠΟΥΝ ΕΙΣΟΔΟΝ ΕΙΣ ΤΗΝ ΚΥΒΕΡΝΗΣΙΝ	[1234, 285, 1517, 297]
article-columns	[1184, 670, 1567, 860]
